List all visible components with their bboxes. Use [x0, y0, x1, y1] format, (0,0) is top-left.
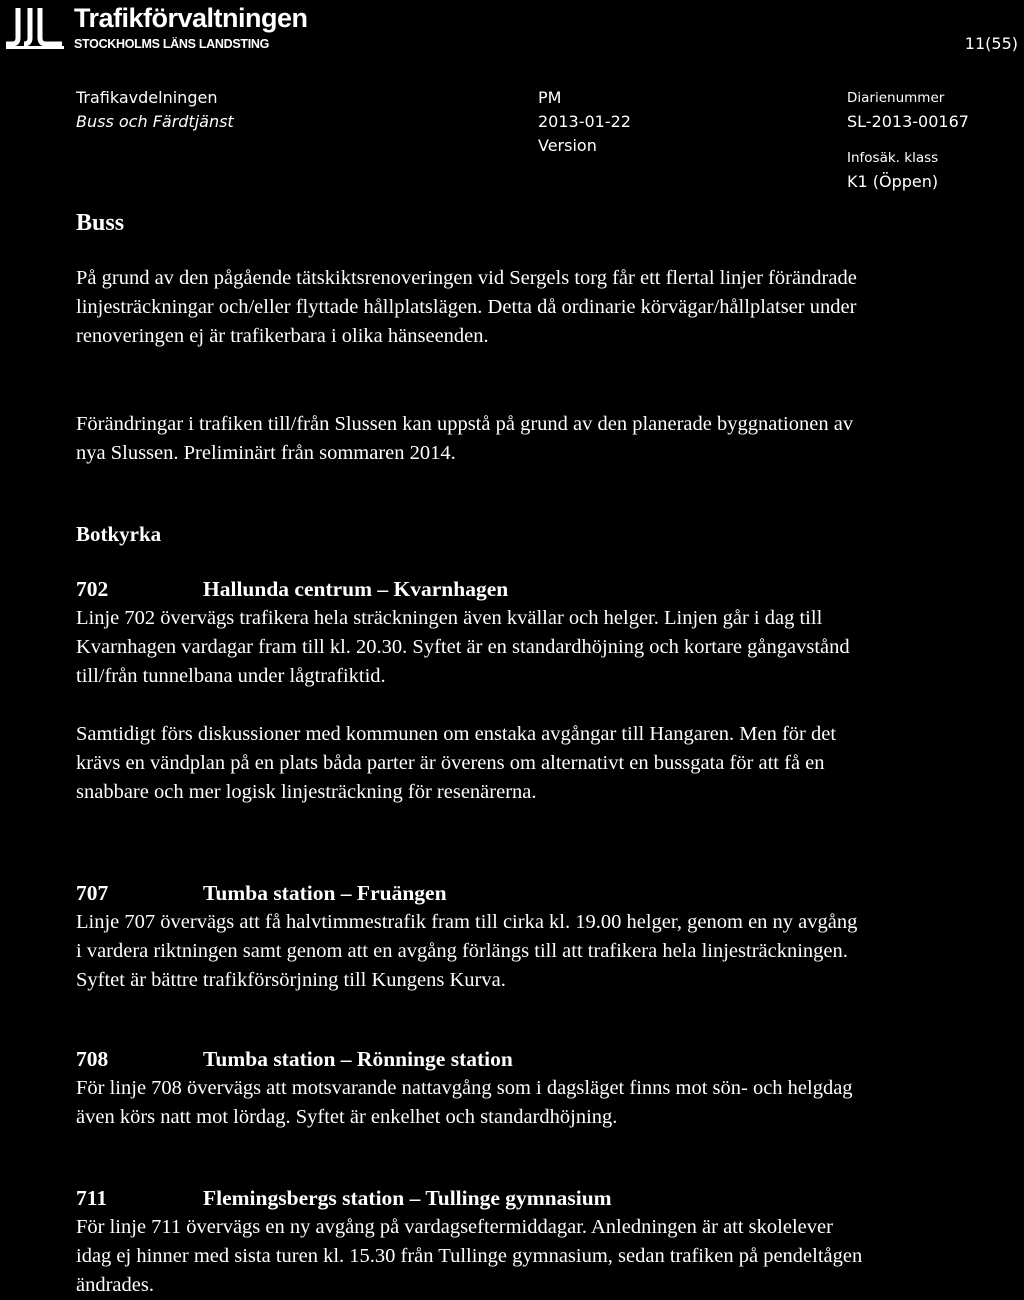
org-subtitle: STOCKHOLMS LÄNS LANDSTING: [74, 37, 270, 51]
diarie-label: Diarienummer: [847, 90, 945, 106]
route-heading: [76, 1184, 866, 1213]
doc-date: 2013-01-22: [538, 112, 631, 131]
route-707: [76, 879, 866, 995]
subsection-title: Botkyrka: [76, 522, 162, 546]
diarie-value: SL-2013-00167: [847, 112, 969, 131]
dept-block: [76, 86, 234, 134]
infosak-value: K1 (Öppen): [847, 172, 939, 191]
unit-name: Buss och Färdtjänst: [76, 112, 234, 131]
route-number: 707: [76, 881, 109, 905]
dept-name: Trafikavdelningen: [76, 88, 218, 107]
route-heading: [76, 575, 866, 604]
route-name: Tumba station – Fruängen: [203, 881, 447, 905]
route-711: [76, 1184, 866, 1300]
route-number: 708: [76, 1047, 109, 1071]
route-702: [76, 575, 866, 807]
intro-paragraph-2: Förändringar i trafiken till/från Slussen kan uppstå på grund av den planerade byggnationen av nya Slussen. Preliminärt från sommaren 2014.: [76, 413, 854, 464]
intro-paragraph-1: På grund av den pågående tätskiktsrenoveringen vid Sergels torg får ett flertal linjer förändrade linjesträckningar och/eller flyttade hållplatslägen. Detta då ordinarie körvägar/hållplatser under renoveringen ej är trafikerbara i olika hänseenden.: [76, 267, 857, 347]
route-paragraph: Linje 707 övervägs att få halvtimmestrafik fram till cirka kl. 19.00 helger, genom en ny avgång i vardera riktningen samt genom att en avgång förlängs till att trafikera hela linjesträckningen. Syftet är bättre trafikförsörjning till Kungens Kurva.: [76, 911, 858, 991]
page-number: 11(55): [964, 34, 1018, 53]
registry-block: [847, 86, 969, 194]
route-name: Flemingsbergs station – Tullinge gymnasium: [203, 1186, 612, 1210]
sll-logo-icon: [4, 4, 66, 54]
route-name: Hallunda centrum – Kvarnhagen: [203, 577, 509, 601]
route-heading: [76, 1045, 866, 1074]
section-title: Buss: [76, 210, 125, 236]
infosak-label: Infosäk. klass: [847, 150, 939, 166]
route-paragraph: För linje 708 övervägs att motsvarande nattavgång som i dagsläget finns mot sön- och helgdag även körs natt mot lördag. Syftet är enkelhet och standardhöjning.: [76, 1077, 853, 1128]
route-paragraph: Linje 702 övervägs trafikera hela sträckningen även kvällar och helger. Linjen går i dag till Kvarnhagen vardagar fram till kl. 20.30. Syftet är en standardhöjning och kortare gångavstånd till/från tunnelbana under lågtrafiktid.: [76, 607, 850, 687]
route-paragraph: För linje 711 övervägs en ny avgång på vardagseftermiddagar. Anledningen är att skolelever idag ej hinner med sista turen kl. 15.30 från Tullinge gymnasium, sedan trafiken på pendeltågen ändrades.: [76, 1216, 863, 1296]
route-708: [76, 1045, 866, 1132]
route-heading: [76, 879, 866, 908]
route-number: 711: [76, 1186, 108, 1210]
doc-info-block: [538, 86, 631, 158]
route-paragraph: Samtidigt förs diskussioner med kommunen om enstaka avgångar till Hangaren. Men för det krävs en vändplan på en plats båda parter är överens om alternativt en bussgata för att få en snabbare och mer logisk linjesträckning för resenärerna.: [76, 723, 837, 803]
doc-version-label: Version: [538, 136, 597, 155]
route-name: Tumba station – Rönninge station: [203, 1047, 513, 1071]
doc-type: PM: [538, 88, 562, 107]
route-number: 702: [76, 577, 109, 601]
org-name: Trafikförvaltningen: [74, 3, 308, 33]
